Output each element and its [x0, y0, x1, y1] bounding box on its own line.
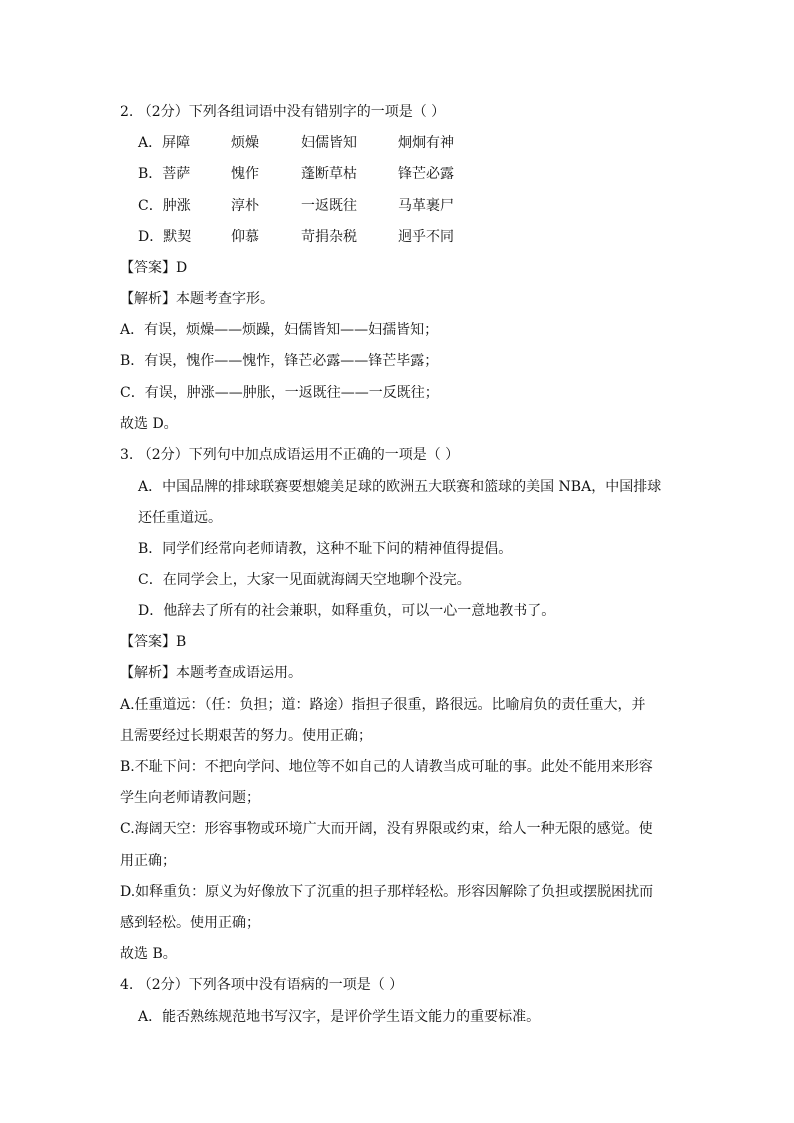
q2-option-c-label: C．肿涨	[138, 198, 191, 214]
q3-option-a-line1: A．中国品牌的排球联赛要想媲美足球的欧洲五大联赛和篮球的美国 NBA，中国排球	[138, 479, 662, 495]
q2-option-c-word3: 一返既往	[301, 198, 357, 214]
q2-option-b-word3: 蓬断草枯	[301, 166, 357, 182]
q4-stem: 4. （2分）下列各项中没有语病的一项是（ ）	[120, 977, 404, 993]
q2-option-b-label: B．菩萨	[138, 166, 191, 182]
q2-analysis-heading: 【解析】本题考查字形。	[120, 291, 274, 307]
q3-analysis-line: 故选 B。	[120, 946, 177, 962]
q2-option-a-word3: 妇儒皆知	[301, 135, 357, 151]
q2-option-b-word2: 愧作	[231, 166, 259, 182]
q3-analysis-line: 用正确；	[120, 853, 176, 869]
q2-option-a-word2: 烦燥	[231, 135, 259, 151]
q2-answer: 【答案】D	[120, 260, 188, 276]
q2-option-d-label: D．默契	[138, 229, 192, 245]
q2-option-c-word2: 淳朴	[231, 198, 259, 214]
q2-analysis-line: C．有误，肿涨——肿胀，一返既往——一反既往；	[120, 385, 439, 401]
q3-analysis-line: A.任重道远：（任：负担；道：路途）指担子很重，路很远。比喻肩负的责任重大，并	[120, 697, 646, 713]
q3-stem: 3. （2分）下列句中加点成语运用不正确的一项是（ ）	[120, 447, 460, 463]
q2-analysis-line: 故选 D。	[120, 416, 178, 432]
q3-analysis-line: 感到轻松。使用正确；	[120, 915, 260, 931]
q4-option-a: A．能否熟练规范地书写汉字，是评价学生语文能力的重要标准。	[138, 1009, 541, 1025]
q2-stem: 2. （2分）下列各组词语中没有错别字的一项是（ ）	[120, 104, 446, 120]
q3-analysis-line: 且需要经过长期艰苦的努力。使用正确；	[120, 728, 372, 744]
q3-analysis-line: D.如释重负：原义为好像放下了沉重的担子那样轻松。形容因解除了负担或摆脱困扰而	[120, 884, 654, 900]
q3-analysis-heading: 【解析】本题考查成语运用。	[120, 665, 302, 681]
q2-option-d-word4: 迥乎不同	[398, 229, 454, 245]
q3-analysis-line: C.海阔天空：形容事物或环境广大而开阔，没有界限或约束，给人一种无限的感觉。使	[120, 821, 653, 837]
q2-analysis-line: B．有误，愧作——愧怍，锋芒必露——锋芒毕露；	[120, 353, 439, 369]
q2-analysis-line: A．有误，烦燥——烦躁，妇儒皆知——妇孺皆知；	[120, 322, 439, 338]
q3-analysis-line: B.不耻下问：不把向学问、地位等不如自己的人请教当成可耻的事。此处不能用来形容	[120, 759, 653, 775]
q2-option-d-word2: 仰慕	[231, 229, 259, 245]
q2-option-d-word3: 苛捐杂税	[301, 229, 357, 245]
q3-answer: 【答案】B	[120, 634, 187, 650]
q3-option-b: B．同学们经常向老师请教，这种不耻下问的精神值得提倡。	[138, 541, 513, 557]
q2-option-b-word4: 锋芒必露	[398, 166, 454, 182]
q3-option-a-line2: 还任重道远。	[138, 510, 222, 526]
q2-option-a-label: A．屏障	[138, 135, 191, 151]
q3-analysis-line: 学生向老师请教问题；	[120, 790, 260, 806]
q2-option-c-word4: 马革裹尸	[398, 198, 454, 214]
q3-option-d: D．他辞去了所有的社会兼职，如释重负，可以一心一意地教书了。	[138, 603, 556, 619]
q3-option-c: C．在同学会上，大家一见面就海阔天空地聊个没完。	[138, 572, 471, 588]
q2-option-a-word4: 炯炯有神	[398, 135, 454, 151]
